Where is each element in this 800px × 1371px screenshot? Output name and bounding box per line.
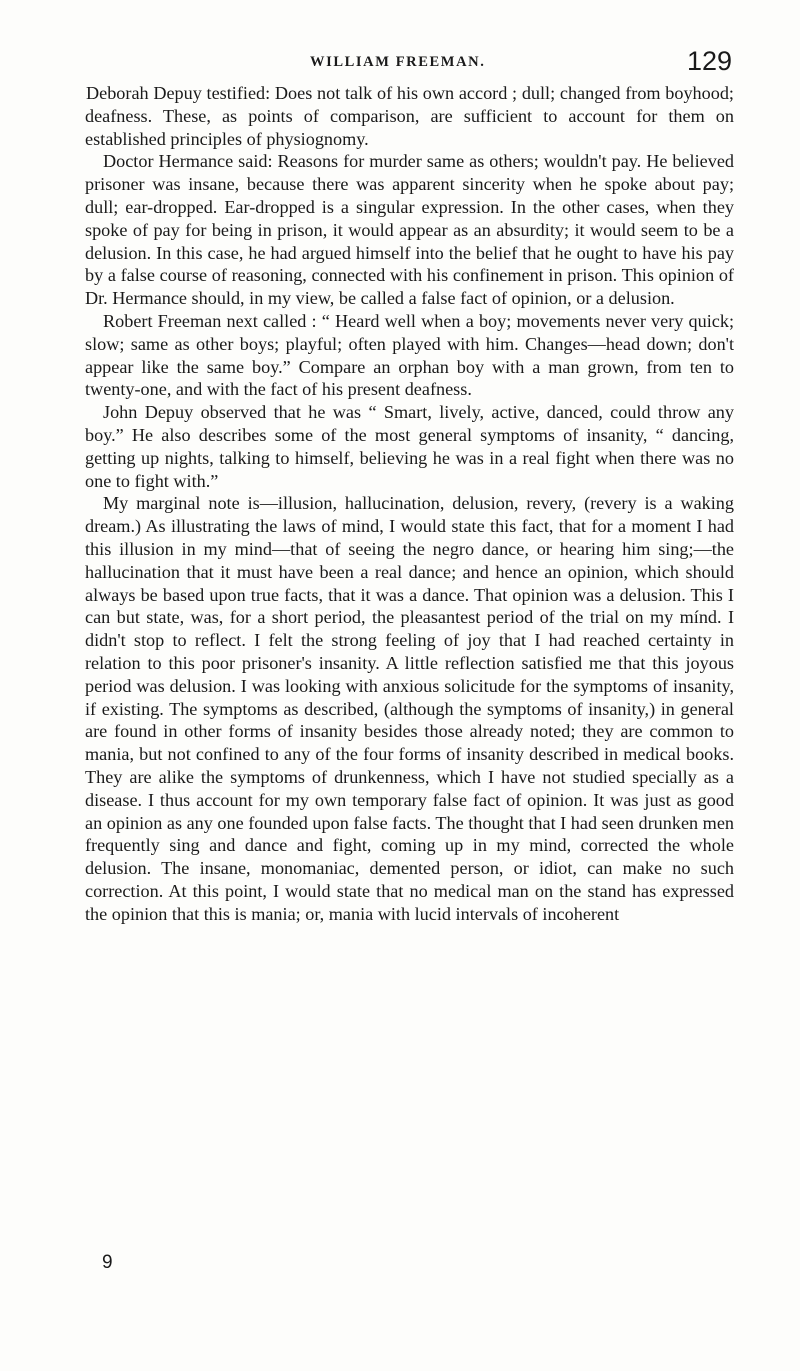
paragraph-marginal-note: My marginal note is—illusion, hallucination, delusion, revery, (revery is a waking dream.) As illustrating the laws of mind, I would state this fact, that for a moment I had this illusion in my mind—that of seeing the negro dance, or hearing him sing;—the hallucination that it must have been a real dance; and hence an opinion, which should always be based upon true facts, that it was a dance. That opinion was a delusion. This I can but state, was, for a short period, the pleasantest period of the trial on my mínd. I didn't stop to reflect. I felt the strong feeling of joy that I had reached certainty in relation to this poor prisoner's insanity. A little reflection satisfied me that this joyous period was delusion. I was looking with anxious solicitude for the symptoms of insanity, if existing. The symptoms as described, (although the symptoms of insanity,) in general are found in other forms of insanity besides those already noted; they are common to mania, but not confined to any of the four forms of insanity described in medical books. They are alike the symptoms of drunkenness, which I have not studied specially as a disease. I thus account for my own temporary false fact of opinion. It was just as good an opinion as any one founded upon false facts. The thought that I had seen drunken men frequently sing and dance and fight, coming up in my mind, corrected the whole delusion. The insane, monomaniac, demented person, or idiot, can make no such correction. At this point, I would state that no medical man on the stand has expressed the opinion that this is mania; or, mania with lucid intervals of incoherent xyxy=(85,493,734,924)
paragraph-robert-freeman: Robert Freeman next called : “ Heard well when a boy; movements never very quick; slow; same as other boys; playful; often played with him. Changes—head down; don't appear like the same boy.” Compare an orphan boy with a man grown, from ten to twenty-one, and with the fact of his present deafness. xyxy=(85,310,734,400)
running-head xyxy=(86,46,732,86)
signature-mark: 9 xyxy=(102,1252,113,1273)
page-number: 129 xyxy=(686,46,732,76)
body-text xyxy=(85,82,734,925)
running-title: WILLIAM FREEMAN. xyxy=(310,54,486,70)
paragraph-john-depuy: John Depuy observed that he was “ Smart, lively, active, danced, could throw any boy.” He also describes some of the most general symptoms of insanity, “ dancing, getting up nights, talking to himself, believing he was in a real fight when there was no one to fight with.” xyxy=(85,402,734,491)
paragraph-deborah-depuy: Deborah Depuy testified: Does not talk of his own accord ; dull; changed from boyhood; deafness. These, as points of comparison, are sufficient to account for them on established principles of physiognomy. xyxy=(85,83,734,149)
paragraph-doctor-hermance: Doctor Hermance said: Reasons for murder same as others; wouldn't pay. He believed prisoner was insane, because there was apparent sincerity when he spoke about pay; dull; ear-dropped. Ear-dropped is a singular expression. In the other cases, when they spoke of pay for being in prison, it would appear as an absurdity; it would seem to be a delusion. In this case, he had argued himself into the belief that he ought to have his pay by a false course of reasoning, connected with his confinement in prison. This opinion of Dr. Hermance should, in my view, be called a false fact of opinion, or a delusion. xyxy=(85,151,734,309)
